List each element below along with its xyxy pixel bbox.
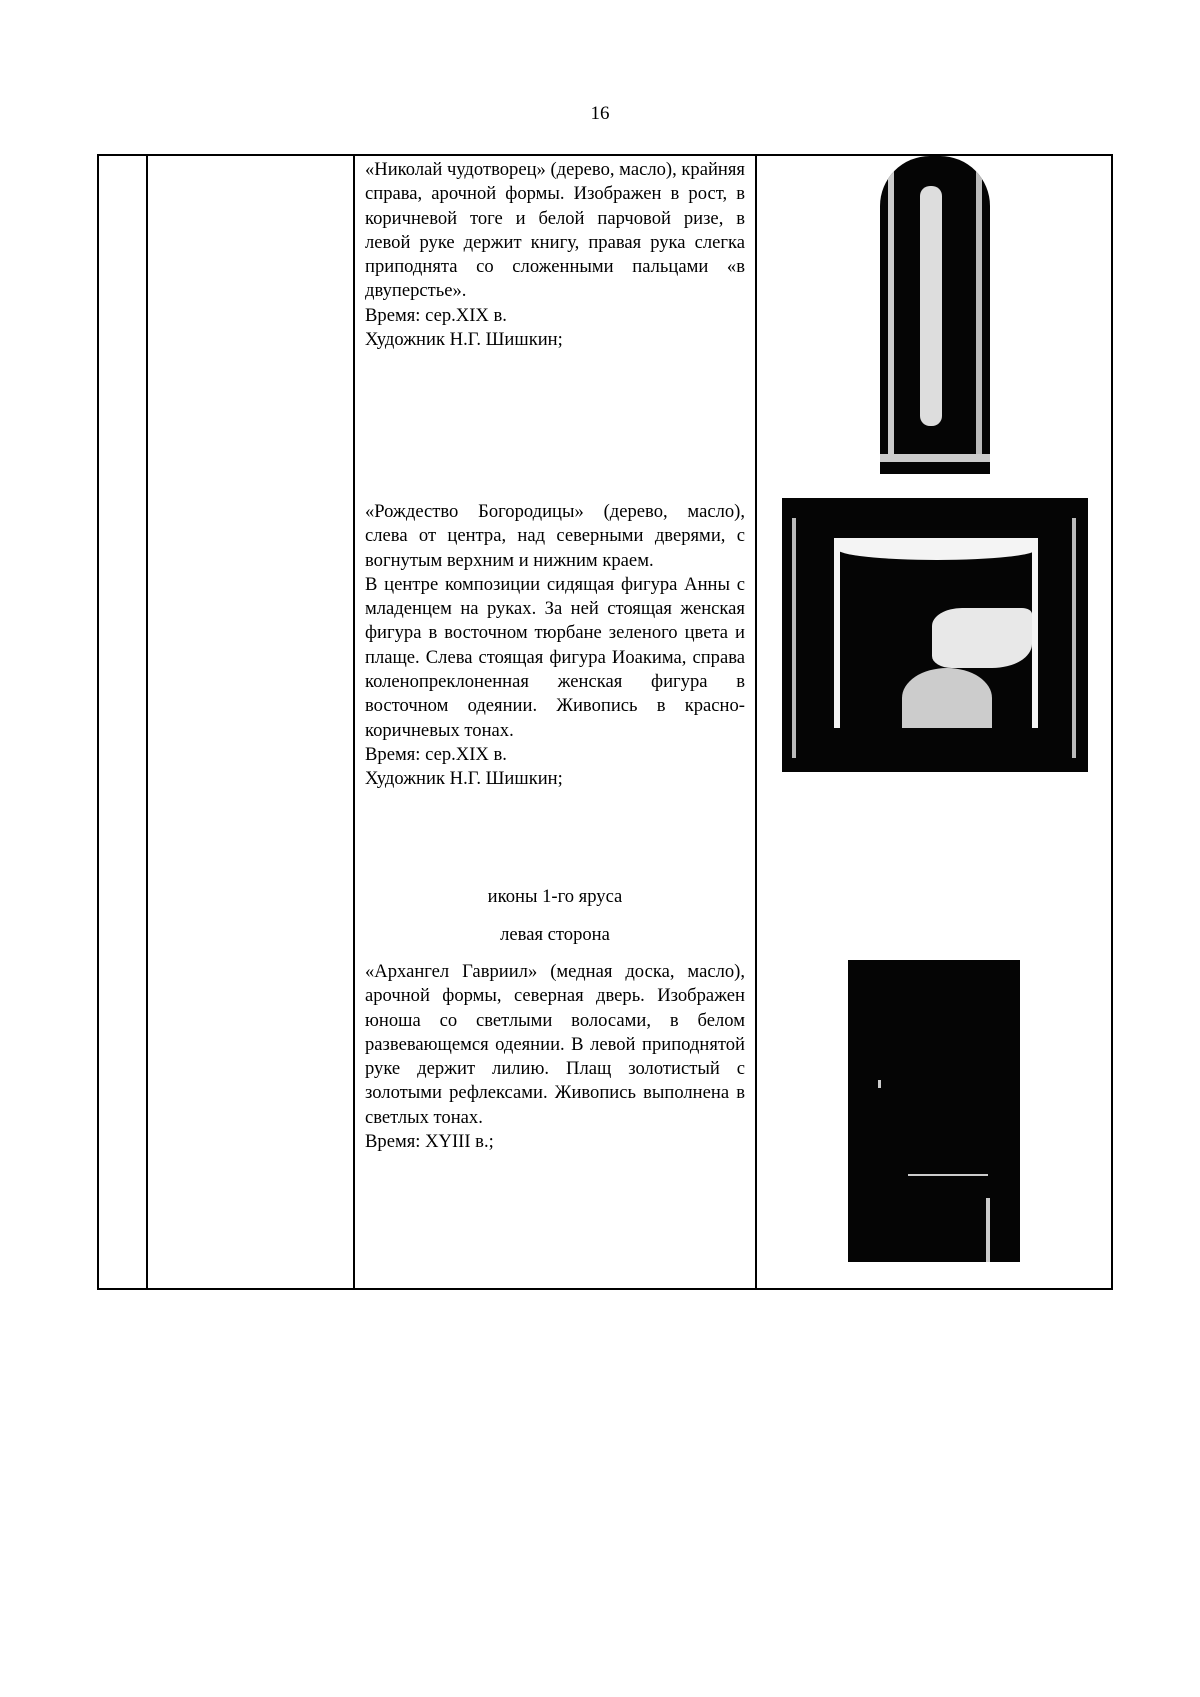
section-heading: иконы 1-го яруса	[487, 886, 623, 907]
entry-artist: Художник Н.Г. Шишкин;	[365, 329, 563, 351]
icon-photo-nikolai	[880, 156, 990, 474]
column-divider	[353, 156, 355, 1288]
entry-description: «Николай чудотворец» (дерево, масло), крайняя справа, арочной формы. Изображен в рост, в коричневой тоге и белой парчовой ризе, в левой руке держит книгу, правая рука слегка приподнята со сложенными пальцами «в двуперстье».	[365, 159, 745, 302]
entry-description-2: В центре композиции сидящая фигура Анны с младенцем на руках. За ней стоящая женская фигура в восточном тюрбане зеленого цвета и плаще. Слева стоящая фигура Иоакима, справа коленопреклоненная женская фигура в восточном одеянии. Живопись в красно-коричневых тонах.	[365, 573, 745, 741]
column-divider	[755, 156, 757, 1288]
entry-description: «Архангел Гавриил» (медная доска, масло), арочной формы, северная дверь. Изображен юноша со светлыми волосами, в белом развевающемся одеянии. В левой приподнятой руке держит лилию. Плащ золотистый с золотыми рефлексами. Живопись выполнена в светлых тонах.	[365, 961, 745, 1128]
entry-description: «Рождество Богородицы» (дерево, масло), слева от центра, над северными дверями, с вогнутым верхним и нижним краем.	[365, 501, 745, 571]
entry-time: Время: сер.XIX в.	[365, 743, 507, 765]
icon-photo-gavriil	[848, 960, 1020, 1262]
entry-time: Время: сер.XIX в.	[365, 304, 507, 326]
entry-nikolai	[365, 158, 745, 352]
icon-photo-rozhdestvo	[782, 498, 1088, 772]
column-divider	[146, 156, 148, 1288]
entry-time: Время: XYIII в.;	[365, 1131, 494, 1153]
entry-gavriil	[365, 960, 745, 1154]
entry-rozhdestvo	[365, 500, 745, 792]
page-number: 16	[590, 103, 610, 124]
section-subheading: левая сторона	[500, 924, 610, 945]
entry-artist: Художник Н.Г. Шишкин;	[365, 768, 563, 790]
